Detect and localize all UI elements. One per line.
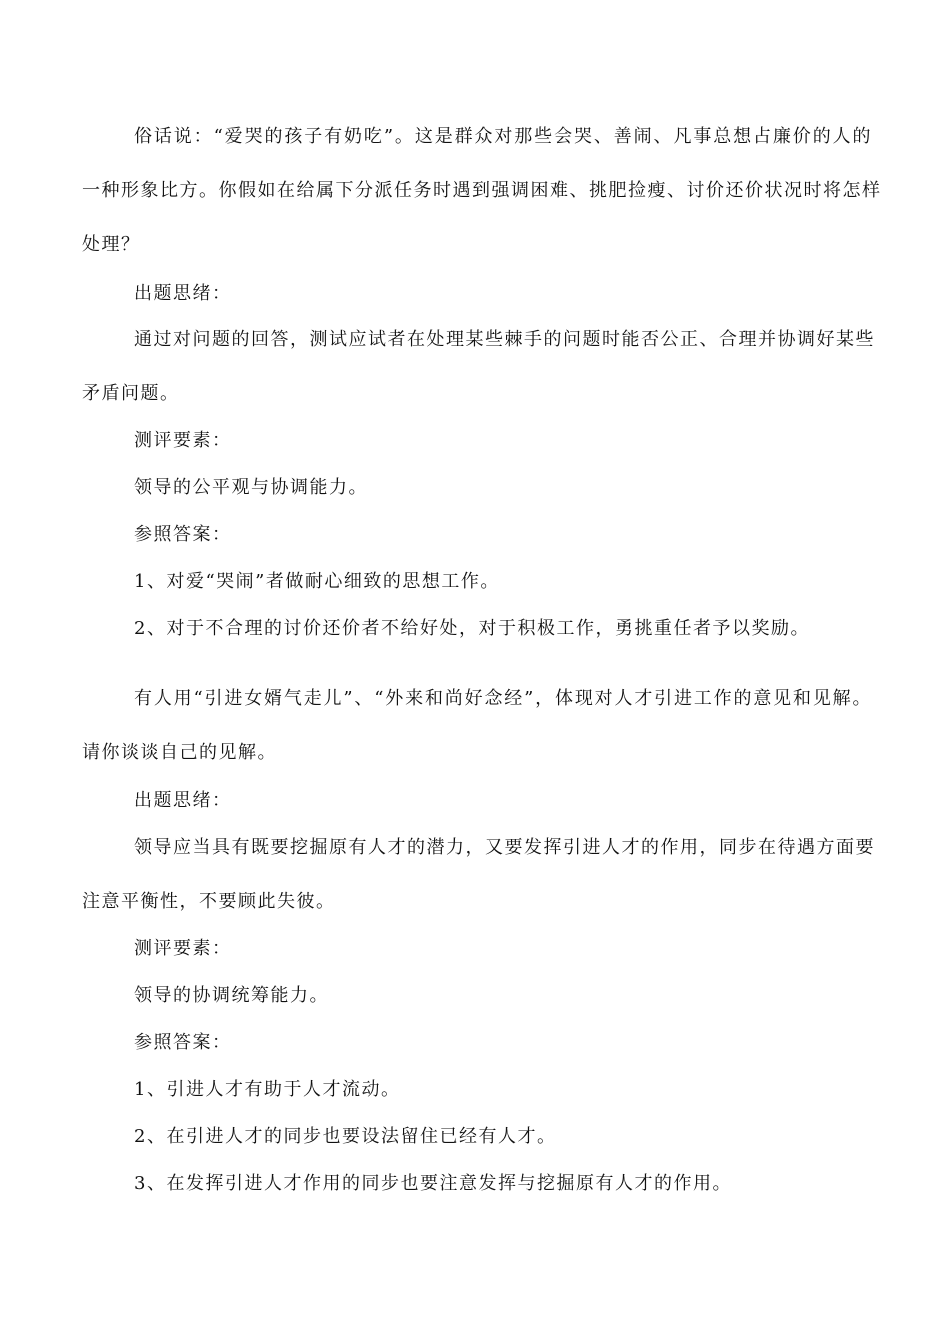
section2-thinking-heading: 出题思绪： (134, 790, 232, 811)
section1-thinking-line-2: 矛盾问题。 (82, 383, 180, 404)
section1-answer-heading: 参照答案： (134, 524, 232, 545)
section2-answer-1: 1、引进人才有助于人才流动。 (134, 1079, 401, 1100)
section2-question-line-1: 有人用“引进女婿气走儿”、“外来和尚好念经”，体现对人才引进工作的意见和见解。 (134, 688, 872, 709)
section1-elements-text: 领导的公平观与协调能力。 (134, 477, 368, 498)
section1-question-line-3: 处理？ (82, 234, 141, 255)
section1-elements-heading: 测评要素： (134, 430, 232, 451)
section1-question-line-2: 一种形象比方。你假如在给属下分派任务时遇到强调困难、挑肥捡瘦、讨价还价状况时将怎样 (82, 180, 882, 201)
section1-thinking-line-1: 通过对问题的回答，测试应试者在处理某些棘手的问题时能否公正、合理并协调好某些 (134, 329, 875, 350)
section1-answer-1: 1、对爱“哭闹”者做耐心细致的思想工作。 (134, 571, 500, 592)
section2-elements-text: 领导的协调统筹能力。 (134, 985, 329, 1006)
section2-thinking-line-2: 注意平衡性，不要顾此失彼。 (82, 891, 336, 912)
section1-question-line-1: 俗话说：“爱哭的孩子有奶吃”。这是群众对那些会哭、善闹、凡事总想占廉价的人的 (134, 126, 872, 147)
section2-question-line-2: 请你谈谈自己的见解。 (82, 742, 277, 763)
section2-answer-2: 2、在引进人才的同步也要设法留住已经有人才。 (134, 1126, 557, 1147)
section2-elements-heading: 测评要素： (134, 938, 232, 959)
section1-answer-2: 2、对于不合理的讨价还价者不给好处，对于积极工作，勇挑重任者予以奖励。 (134, 618, 810, 639)
section2-thinking-line-1: 领导应当具有既要挖掘原有人才的潜力，又要发挥引进人才的作用，同步在待遇方面要 (134, 837, 875, 858)
section2-answer-heading: 参照答案： (134, 1032, 232, 1053)
section2-answer-3: 3、在发挥引进人才作用的同步也要注意发挥与挖掘原有人才的作用。 (134, 1173, 732, 1194)
section1-thinking-heading: 出题思绪： (134, 283, 232, 304)
